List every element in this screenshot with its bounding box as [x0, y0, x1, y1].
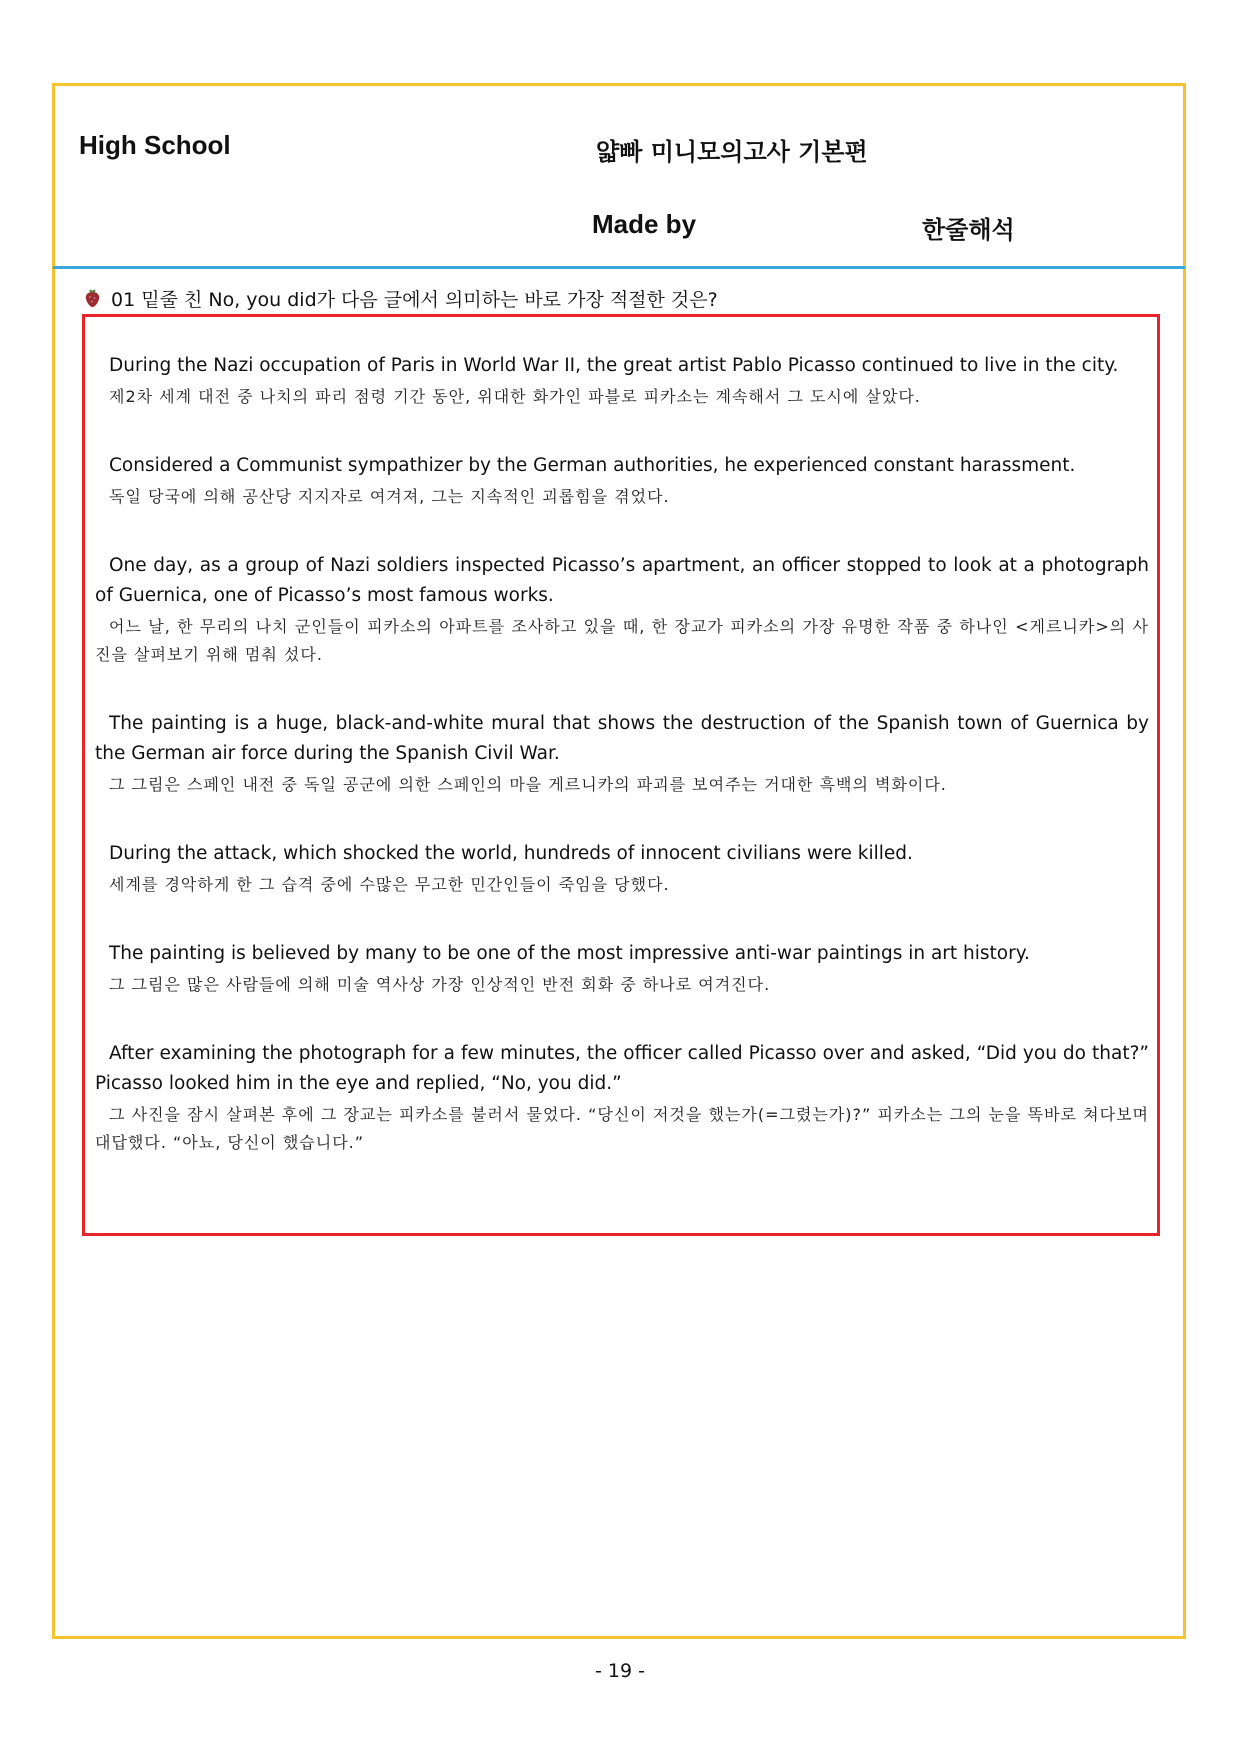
sentence-korean: 그 그림은 스페인 내전 중 독일 공군에 의한 스페인의 마을 게르니카의 파괴를 보여주는 거대한 흑백의 벽화이다.: [109, 775, 947, 794]
header-made-by-label: Made by: [592, 209, 697, 239]
sentence-english: One day, as a group of Nazi soldiers inspected Picasso’s apartment, an officer stopped to look at a photograph of Guernica, one of Picasso’s most famous works.: [95, 555, 1149, 606]
passage-paragraph: [95, 1039, 1149, 1157]
question: [84, 285, 718, 312]
passage-paragraph: [95, 451, 1149, 511]
sentence-english: After examining the photograph for a few minutes, the officer called Picasso over and asked, “Did you do that?” Picasso looked him in the eye and replied, “No, you did.”: [95, 1043, 1149, 1094]
sentence-korean: 그 그림은 많은 사람들에 의해 미술 역사상 가장 인상적인 반전 회화 중 하나로 여겨진다.: [109, 975, 771, 994]
header-divider: [53, 266, 1185, 269]
header-author: 한줄해석: [922, 216, 1015, 244]
header-title: 얇빠 미니모의고사 기본편: [596, 138, 868, 166]
sentence-korean: 독일 당국에 의해 공산당 지지자로 여겨져, 그는 지속적인 괴롭힘을 겪었다.: [109, 487, 670, 506]
passage-paragraph: [95, 551, 1149, 669]
sentence-english: The painting is a huge, black-and-white mural that shows the destruction of the Spanish town of Guernica by the German air force during the Spanish Civil War.: [95, 713, 1149, 764]
strawberry-bullet-icon: [84, 289, 101, 308]
passage-paragraph: [95, 709, 1149, 799]
sentence-english: Considered a Communist sympathizer by the German authorities, he experienced constant harassment.: [109, 455, 1076, 476]
passage-paragraph: [95, 839, 1149, 899]
passage-content: [95, 351, 1149, 1197]
sentence-korean: 세계를 경악하게 한 그 습격 중에 수많은 무고한 민간인들이 죽임을 당했다.: [109, 875, 670, 894]
sentence-korean: 그 사진을 잠시 살펴본 후에 그 장교는 피카소를 불러서 물었다. “당신이 저것을 했는가(=그렸는가)?” 피카소는 그의 눈을 똑바로 쳐다보며 대답했다. “아뇨, 당신이 했습니다.”: [95, 1105, 1149, 1152]
sentence-korean: 제2차 세계 대전 중 나치의 파리 점령 기간 동안, 위대한 화가인 파블로 피카소는 계속해서 그 도시에 살았다.: [109, 387, 921, 406]
sentence-english: During the Nazi occupation of Paris in World War II, the great artist Pablo Picasso continued to live in the city.: [109, 355, 1119, 376]
question-text: 01 밑줄 친 No, you did가 다음 글에서 의미하는 바로 가장 적절한 것은?: [111, 289, 718, 311]
header-level: High School: [79, 130, 231, 160]
sentence-english: The painting is believed by many to be one of the most impressive anti-war paintings in art history.: [109, 943, 1030, 964]
sentence-korean: 어느 날, 한 무리의 나치 군인들이 피카소의 아파트를 조사하고 있을 때, 한 장교가 피카소의 가장 유명한 작품 중 하나인 <게르니카>의 사진을 살펴보기 위해 멈춰 섰다.: [95, 617, 1149, 664]
passage-paragraph: [95, 351, 1149, 411]
passage-box: [82, 314, 1160, 1236]
page-number: - 19 -: [595, 1660, 645, 1682]
sentence-english: During the attack, which shocked the world, hundreds of innocent civilians were killed.: [109, 843, 913, 864]
passage-paragraph: [95, 939, 1149, 999]
